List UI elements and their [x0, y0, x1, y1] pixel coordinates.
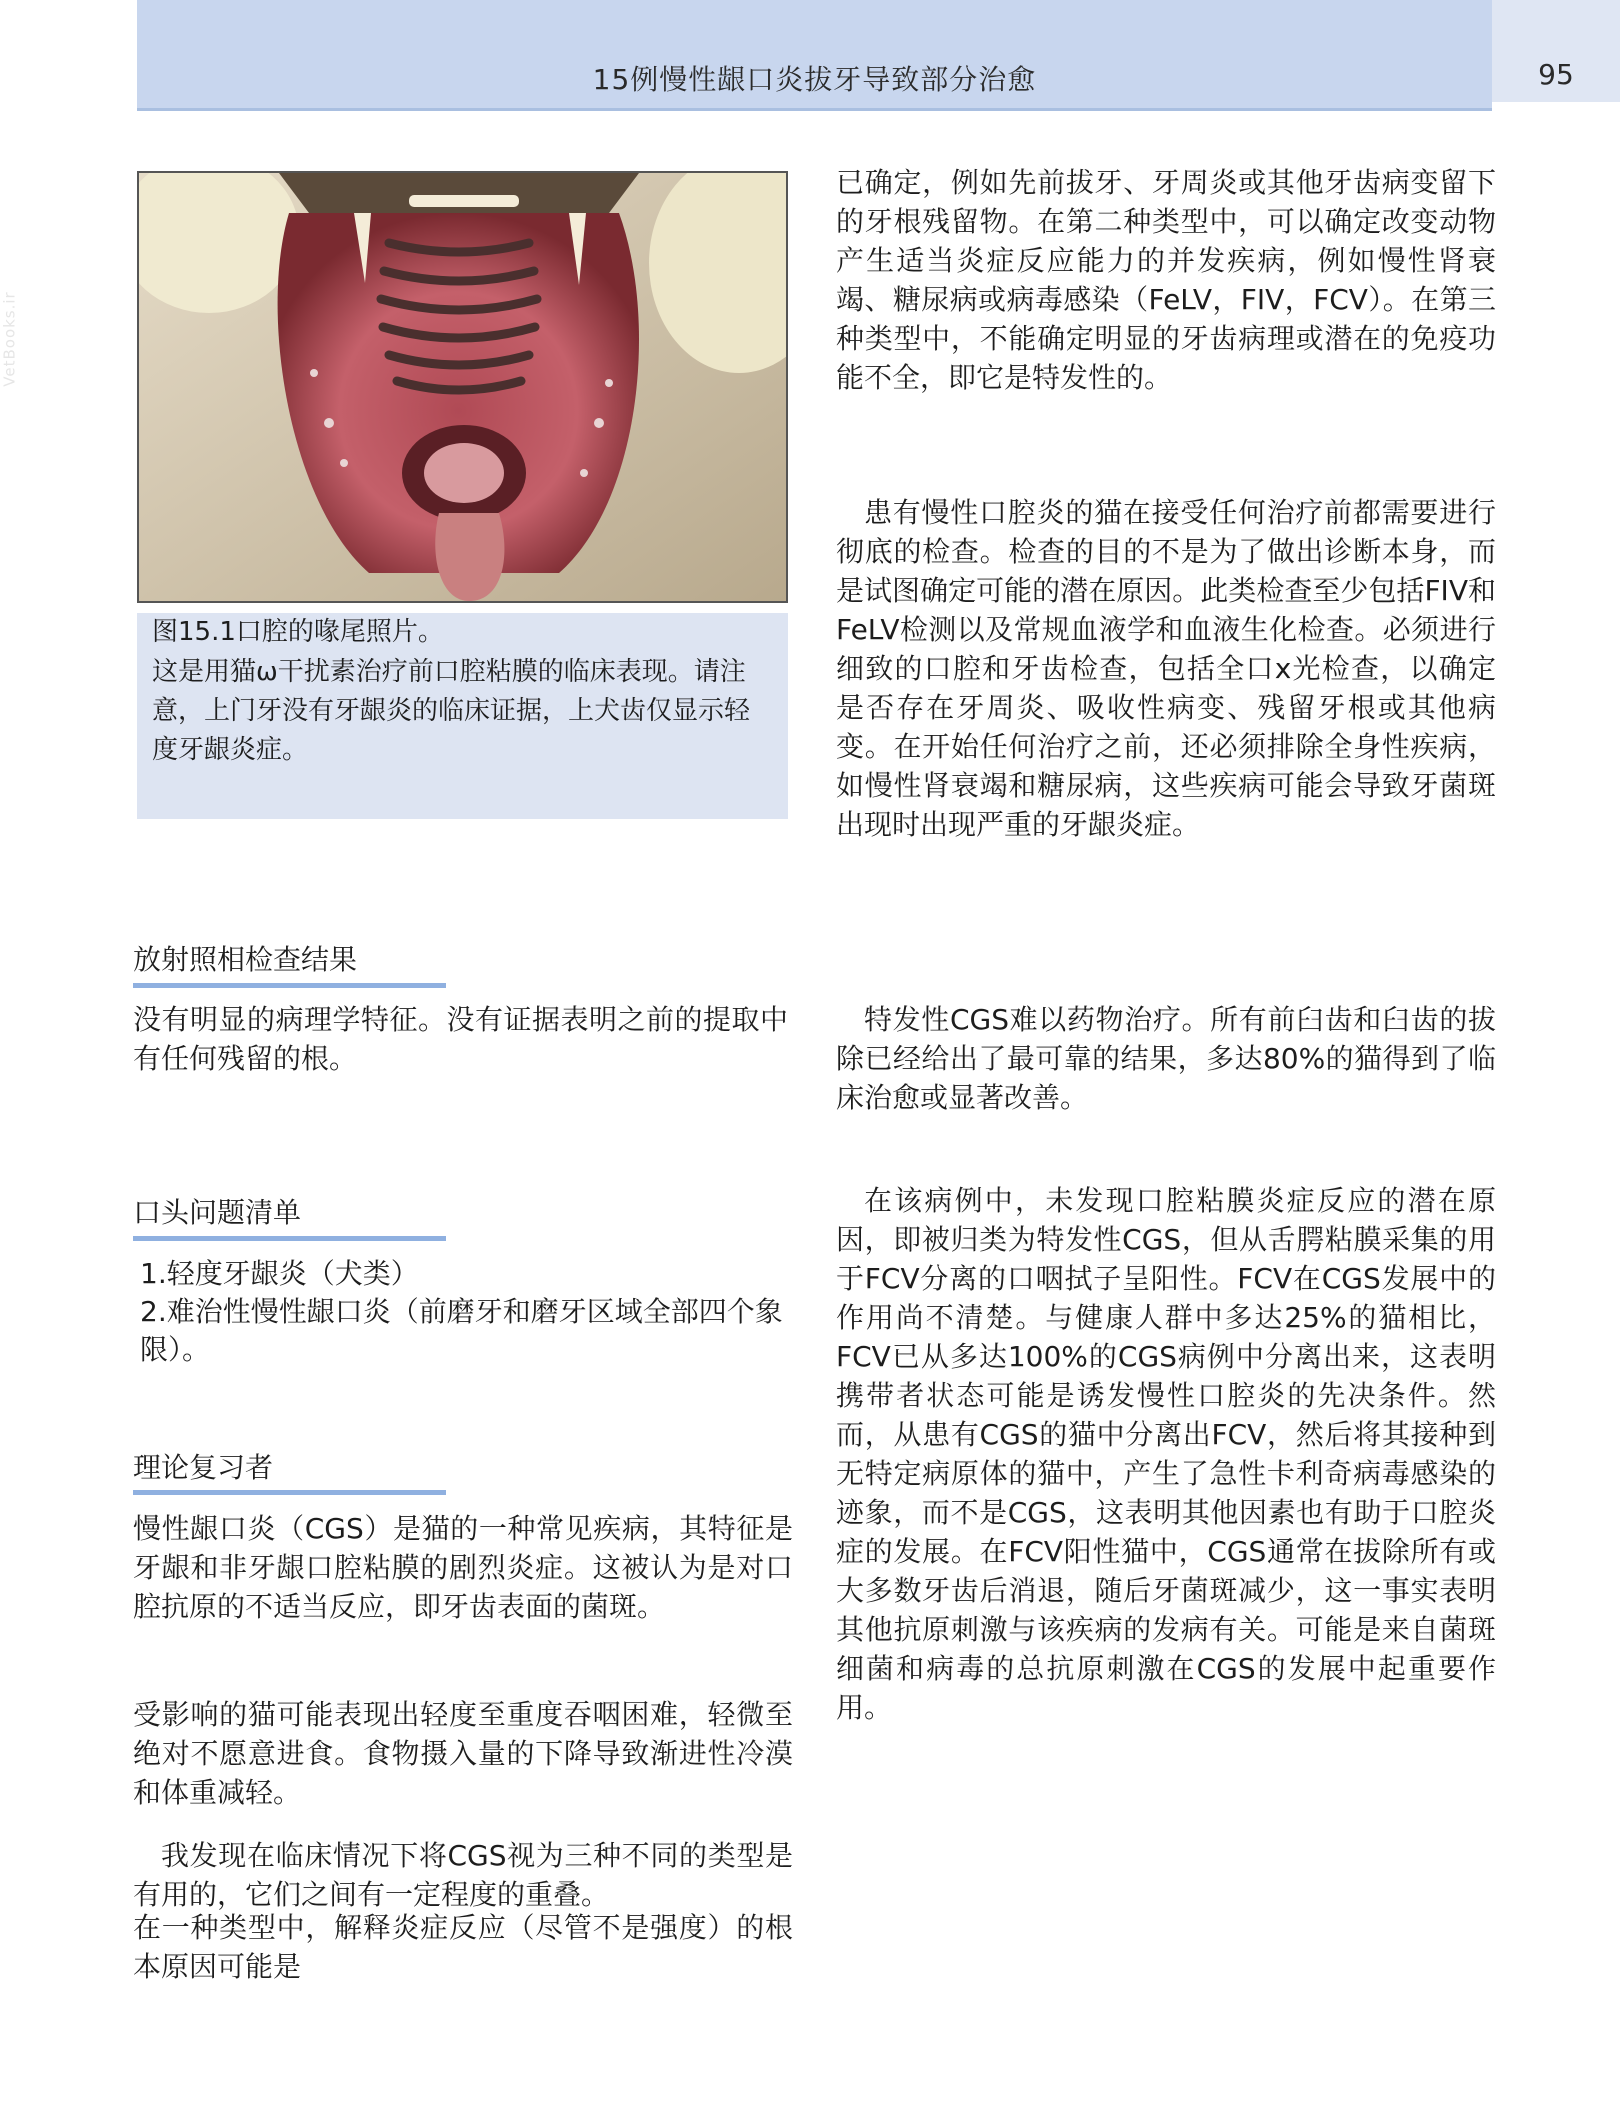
- heading-rule: [133, 1490, 446, 1495]
- running-header: [137, 0, 1492, 111]
- figure-caption: [137, 613, 788, 819]
- theory-paragraph: 慢性龈口炎（CGS）是猫的一种常见疾病，其特征是牙龈和非牙龈口腔粘膜的剧烈炎症。这被认为是对口腔抗原的不适当反应，即牙齿表面的菌斑。: [133, 1512, 793, 1623]
- problem-list-item: 2.难治性慢性龈口炎（前磨牙和磨牙区域全部四个象限）。: [140, 1295, 783, 1366]
- chapter-title: 15例慢性龈口炎拔牙导致部分治愈: [592, 63, 1037, 96]
- right-paragraph: 特发性CGS难以药物治疗。所有前臼齿和臼齿的拔除已经给出了最可靠的结果，多达80%的猫得到了临床治愈或显著改善。: [836, 1003, 1496, 1114]
- right-paragraph: 已确定，例如先前拔牙、牙周炎或其他牙齿病变留下的牙根残留物。在第二种类型中，可以确定改变动物产生适当炎症反应能力的并发疾病，例如慢性肾衰竭、糖尿病或病毒感染（FeLV，FIV，FCV）。在第三种类型中，不能确定明显的牙齿病理或潜在的免疫功能不全，即它是特发性的。: [836, 166, 1496, 394]
- page-number: 95: [1538, 58, 1574, 91]
- problem-list-item: 1.轻度牙龈炎（犬类）: [140, 1257, 419, 1290]
- heading-radiographic-findings: 放射照相检查结果: [133, 943, 358, 976]
- watermark: VetBooks.ir: [0, 291, 19, 387]
- heading-rule: [133, 1236, 446, 1241]
- right-paragraph: 在该病例中，未发现口腔粘膜炎症反应的潜在原因，即被归类为特发性CGS，但从舌腭粘膜采集的用于FCV分离的口咽拭子呈阳性。FCV在CGS发展中的作用尚不清楚。与健康人群中多达25%的猫相比，FCV已从多达100%的CGS病例中分离出来，这表明携带者状态可能是诱发慢性口腔炎的先决条件。然而，从患有CGS的猫中分离出FCV，然后将其接种到无特定病原体的猫中，产生了急性卡利奇病毒感染的迹象，而不是CGS，这表明其他因素也有助于口腔炎症的发展。在FCV阳性猫中，CGS通常在拔除所有或大多数牙齿后消退，随后牙菌斑减少，这一事实表明其他抗原刺激与该疾病的发病有关。可能是来自菌斑细菌和病毒的总抗原刺激在CGS的发展中起重要作用。: [836, 1184, 1496, 1724]
- radiographic-findings-text: 没有明显的病理学特征。没有证据表明之前的提取中有任何残留的根。: [133, 1003, 788, 1075]
- heading-theory-review: 理论复习者: [133, 1451, 274, 1484]
- caption-title: 图15.1口腔的喙尾照片。: [152, 617, 444, 647]
- theory-paragraph: 在一种类型中，解释炎症反应（尽管不是强度）的根本原因可能是: [133, 1911, 793, 1983]
- theory-paragraph: 受影响的猫可能表现出轻度至重度吞咽困难，轻微至绝对不愿意进食。食物摄入量的下降导致渐进性冷漠和体重减轻。: [133, 1698, 793, 1809]
- theory-paragraph: 我发现在临床情况下将CGS视为三种不同的类型是有用的，它们之间有一定程度的重叠。: [133, 1839, 793, 1911]
- caption-text: 这是用猫ω干扰素治疗前口腔粘膜的临床表现。请注意，上门牙没有牙龈炎的临床证据，上犬齿仅显示轻度牙龈炎症。: [152, 657, 751, 765]
- page-number-box: [1492, 0, 1620, 102]
- heading-problem-list: 口头问题清单: [133, 1196, 302, 1229]
- heading-rule: [133, 983, 446, 988]
- right-paragraph: 患有慢性口腔炎的猫在接受任何治疗前都需要进行彻底的检查。检查的目的不是为了做出诊断本身，而是试图确定可能的潜在原因。此类检查至少包括FIV和FeLV检测以及常规血液学和血液生化检查。必须进行细致的口腔和牙齿检查，包括全口x光检查，以确定是否存在牙周炎、吸收性病变、残留牙根或其他病变。在开始任何治疗之前，还必须排除全身性疾病，如慢性肾衰竭和糖尿病，这些疾病可能会导致牙菌斑出现时出现严重的牙龈炎症。: [836, 496, 1496, 841]
- figure-photo: [137, 171, 788, 603]
